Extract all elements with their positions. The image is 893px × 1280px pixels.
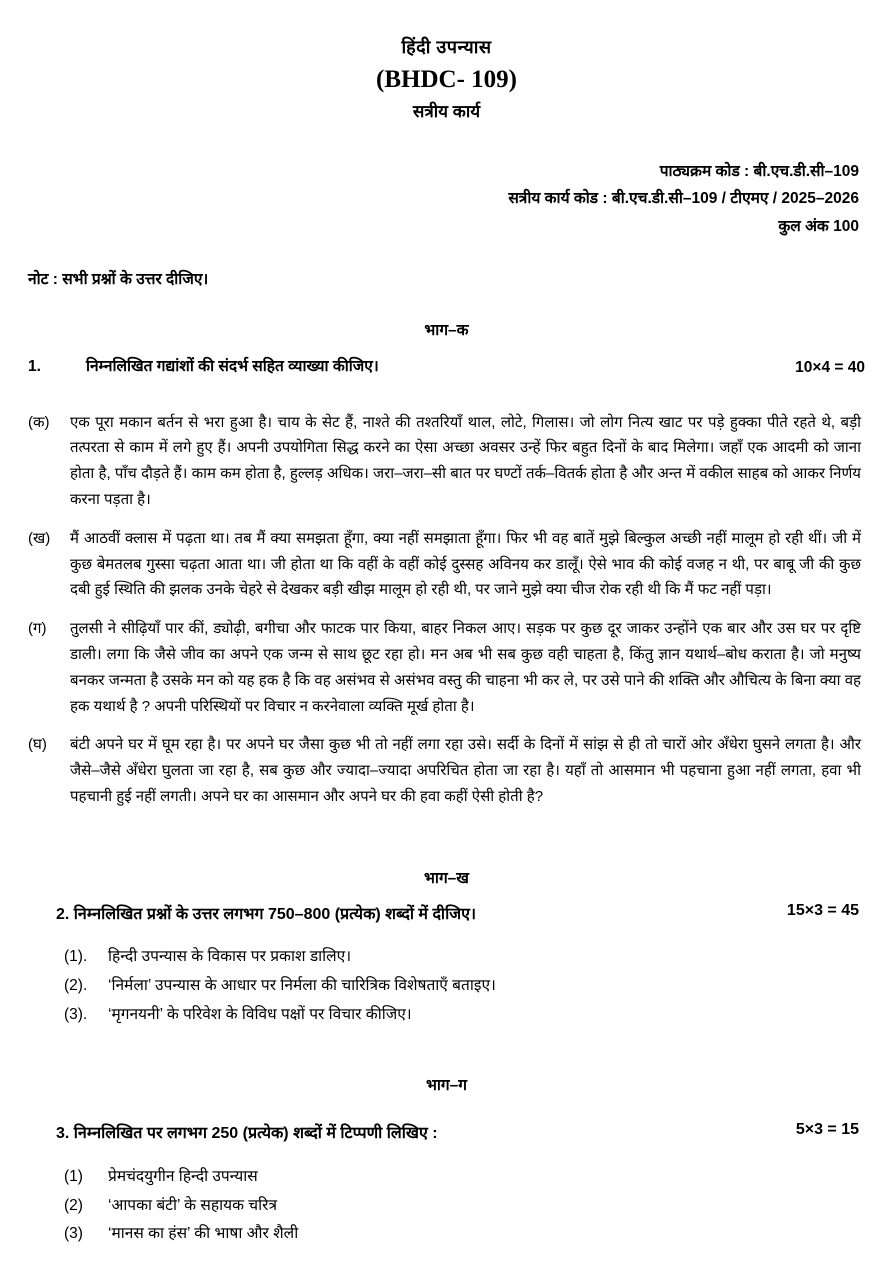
list-item	[64, 972, 865, 1001]
passage-text: तुलसी ने सीढ़ियाँ पार कीं, ड्योढ़ी, बगीचा और फाटक पार किया, बाहर निकल आए। सड़क पर कुछ दूर जाकर उन्होंने एक बार और उस घर पर दृष्टि डाली। लगा कि जैसे जीव का अपने एक जन्म से साथ छूट रहा हो। मन अब भी सब कुछ वही चाहता है, किंतु ज्ञान यथार्थ–बोध कराता है। जो मनुष्य बनकर जन्मता है उसके मन को यह हक है कि वह असंभव से असंभव वस्तु की चाहना भी कर ले, पर उसे पाने की शक्ति और औचित्य के बिना क्या वह हक यथार्थ है ? अपनी परिस्थियों पर विचार न करनेवाला व्यक्ति मूर्ख होता है।	[70, 620, 861, 715]
list-item	[64, 1192, 865, 1221]
total-marks-line: कुल अंक 100	[778, 217, 859, 235]
course-code-title: (BHDC- 109)	[376, 66, 517, 93]
passage-label: (क)	[28, 413, 50, 431]
question-2-text: 2. निम्नलिखित प्रश्नों के उत्तर लगभग 750–800 (प्रत्येक) शब्दों में दीजिए।	[56, 905, 477, 923]
document-subtitle: सत्रीय कार्य	[412, 101, 481, 121]
list-item-text: ‘आपका बंटी’ के सहायक चरित्र	[108, 1196, 278, 1214]
question-2-row	[28, 902, 865, 928]
list-item	[64, 943, 865, 972]
list-item-marker: (3)	[64, 1225, 83, 1243]
meta-block	[28, 158, 865, 239]
passage-text: बंटी अपने घर में घूम रहा है। पर अपने घर जैसा कुछ भी तो नहीं लगा रहा उसे। सर्दी के दिनों में सांझ से ही तो चारों ओर अँधेरा घुसने लगता है। और जैसे–जैसे अँधेरा घुलता जा रहा है, सब कुछ और ज्यादा–ज्यादा अपरिचित होता जा रहा है। यहाँ तो आसमान भी पहचाना हुआ नहीं लगता, हवा भी पहचानी हुई नहीं लगती। अपने घर का आसमान और अपने घर की हवा कहीं ऐसी होती है?	[70, 736, 861, 805]
question-1-number: 1.	[28, 358, 41, 376]
list-item-text: हिन्दी उपन्यास के विकास पर प्रकाश डालिए।	[108, 948, 352, 966]
passage-text: एक पूरा मकान बर्तन से भरा हुआ है। चाय के सेट हैं, नाश्ते की तश्तरियाँ थाल, लोटे, गिलास। जो लोग नित्य खाट पर पड़े हुक्का पीते रहते थे, बड़ी तत्परता से काम में लगे हुए हैं। अपनी उपयोगिता सिद्ध करने का ऐसा अच्छा अवसर उन्हें फिर बहुत दिनों के बाद मिलेगा। जहाँ एक आदमी को जाना होता है, पाँच दौड़ते हैं। काम कम होता है, हुल्लड़ अधिक। जरा–जरा–सी बात पर घण्टों तर्क–वितर्क होता है और अन्त में वकील साहब को आकर निर्णय करना पड़ता है।	[70, 413, 861, 508]
list-item-text: ‘निर्मला’ उपन्यास के आधार पर निर्मला की चारित्रिक विशेषताएँ बताइए।	[108, 976, 496, 994]
instructions-note: नोट : सभी प्रश्नों के उत्तर दीजिए।	[28, 270, 209, 288]
passage-label: (ख)	[28, 529, 51, 547]
question-1-marks: 10×4 = 40	[795, 359, 865, 377]
list-item-text: ‘मानस का हंस’ की भाषा और शैली	[108, 1225, 299, 1243]
question-1-text: निम्नलिखित गद्यांशों की संदर्भ सहित व्याख्या कीजिए।	[86, 358, 379, 376]
passage-label: (घ)	[28, 736, 47, 754]
section-heading-part-c: भाग–ग	[426, 1077, 467, 1095]
document-header	[28, 34, 865, 124]
list-item	[64, 1220, 865, 1249]
passage-item	[28, 732, 865, 809]
passage-label: (ग)	[28, 620, 47, 638]
passage-text: मैं आठवीं क्लास में पढ़ता था। तब मैं क्या समझता हूँगा, क्या नहीं समझाता हूँगा। फिर भी वह बातें मुझे बिल्कुल अच्छी नहीं मालूम हो रही थीं। जी में कुछ बेमतलब गुस्सा चढ़ता आता था। जी होता था कि वहीं के वहीं कोई दुस्सह अविनय कर डालूँ। ऐसे भाव की कोई वजह न थी, पर बाबू जी की कुछ दबी हुई स्थिति की झलक उनके चेहरे से देखकर बड़ी खीझ मालूम हो रही थी, पर जाने मुझे क्या चीज रोक रही थी कि मैं फट नहीं पड़ा।	[70, 529, 861, 599]
list-item	[64, 1163, 865, 1192]
question-3-row	[28, 1121, 865, 1147]
question-1-row	[28, 354, 865, 380]
part-b-sub-questions	[28, 943, 865, 1029]
list-item-marker: (2)	[64, 1196, 83, 1214]
question-2-marks: 15×3 = 45	[786, 901, 859, 919]
list-item-marker: (3).	[64, 1005, 88, 1023]
passage-item	[28, 526, 865, 603]
section-heading-part-a: भाग–क	[424, 322, 469, 340]
course-code-line: पाठ्यक्रम कोड : बी.एच.डी.सी–109	[659, 163, 859, 181]
passage-item	[28, 616, 865, 719]
part-c-sub-questions	[28, 1163, 865, 1249]
page-title: हिंदी उपन्यास	[401, 37, 492, 57]
section-heading-part-b: भाग–ख	[424, 869, 469, 887]
list-item-text: ‘मृगनयनी’ के परिवेश के विविध पक्षों पर विचार कीजिए।	[108, 1005, 412, 1023]
passage-item	[28, 410, 865, 513]
question-3-marks: 5×3 = 15	[795, 1121, 859, 1139]
list-item	[64, 1001, 865, 1030]
question-3-text: 3. निम्नलिखित पर लगभग 250 (प्रत्येक) शब्दों में टिप्पणी लिखिए :	[56, 1125, 438, 1143]
list-item-marker: (1)	[64, 1167, 83, 1185]
assignment-code-line: सत्रीय कार्य कोड : बी.एच.डी.सी–109 / टीएमए / 2025–2026	[508, 190, 859, 208]
list-item-text: प्रेमचंदयुगीन हिन्दी उपन्यास	[108, 1167, 258, 1185]
list-item-marker: (2).	[64, 976, 88, 994]
list-item-marker: (1).	[64, 948, 88, 966]
